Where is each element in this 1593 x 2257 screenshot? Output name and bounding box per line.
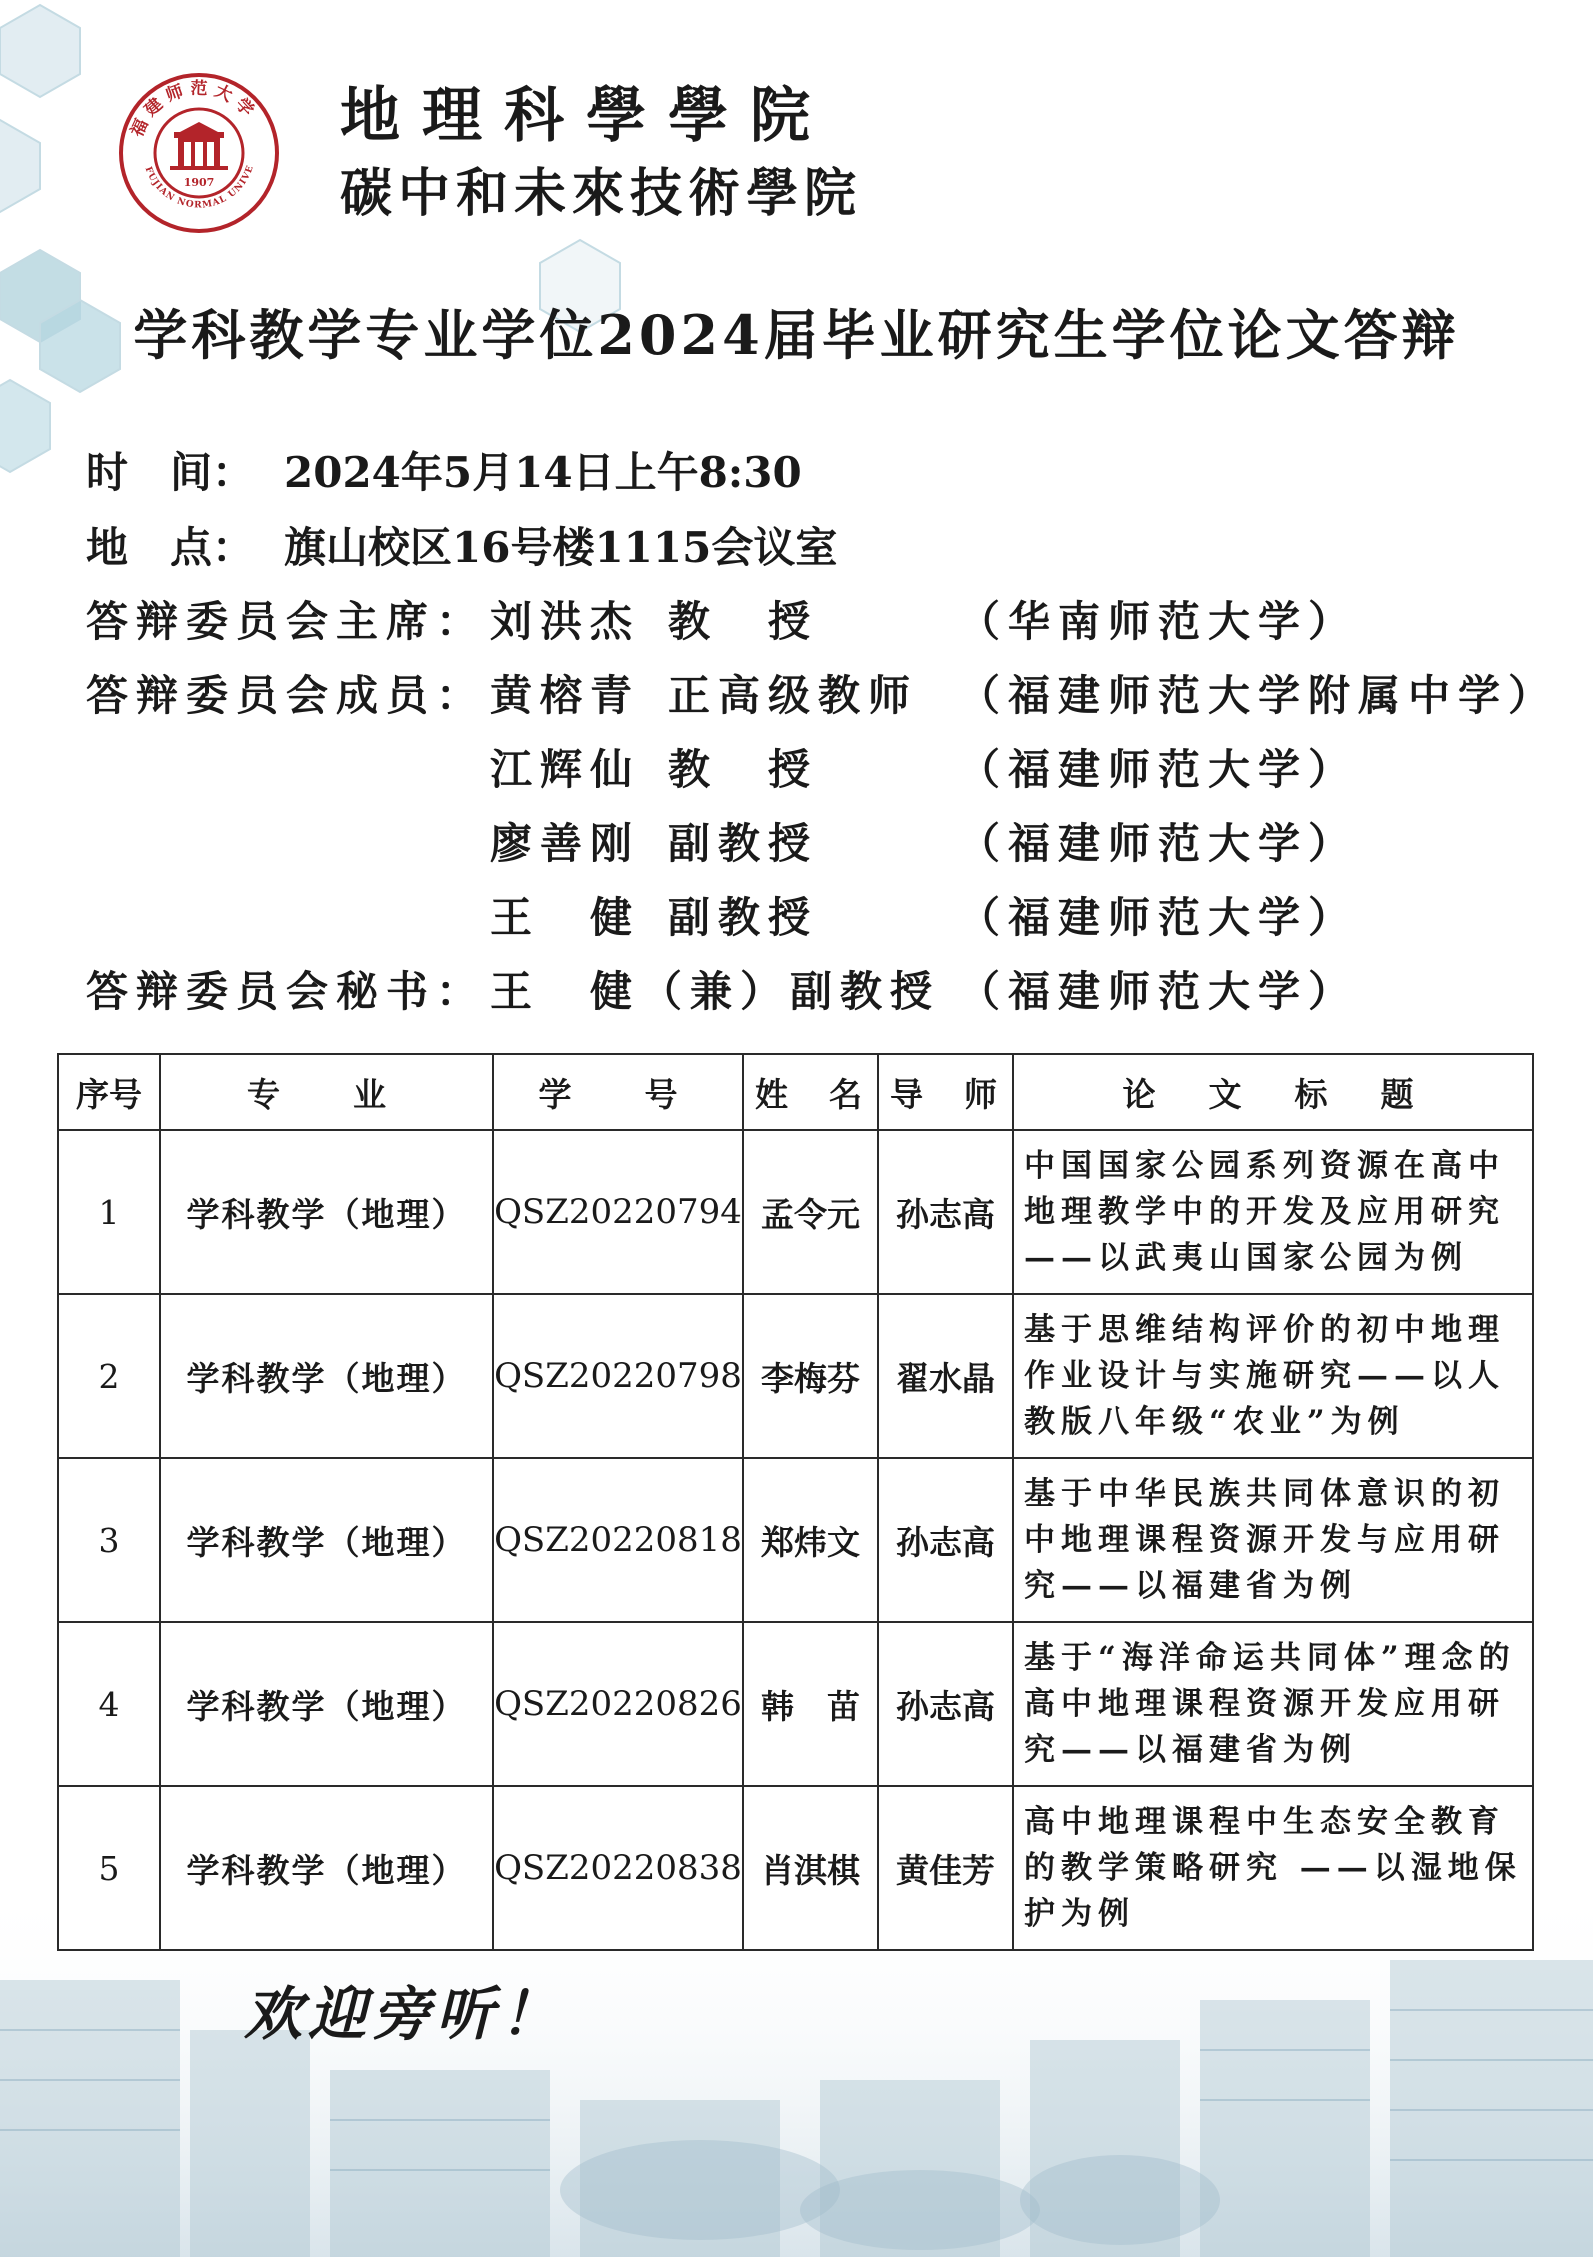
chair-title: 教 授 (668, 597, 819, 646)
secretary-label: 答辩委员会秘书： (86, 967, 487, 1016)
row-advisor: 孙志高 (878, 1458, 1013, 1622)
logo-ring-text-en: FUJIAN NORMAL UNIVE (142, 163, 257, 211)
row-student-id: QSZ20220826 (493, 1622, 743, 1786)
member-affiliation: （福建师范大学） (958, 745, 1359, 794)
row-student-id: QSZ20220818 (493, 1458, 743, 1622)
row-student-id: QSZ20220798 (493, 1294, 743, 1458)
table-row (58, 1294, 1533, 1458)
time-label: 时 间： (86, 448, 255, 497)
welcome-text: 欢迎旁听！ (244, 1980, 565, 2048)
member-name: 廖善刚 (490, 819, 641, 868)
chair-name: 刘洪杰 (490, 597, 641, 646)
member-affiliation: （福建师范大学附属中学） (958, 671, 1559, 720)
row-major: 学科教学（地理） (160, 1786, 493, 1950)
row-student-id: QSZ20220838 (493, 1786, 743, 1950)
row-major: 学科教学（地理） (160, 1130, 493, 1294)
row-thesis-title: 基于思维结构评价的初中地理作业设计与实施研究——以人教版八年级“农业”为例 (1013, 1294, 1533, 1458)
member-name: 王 健 (490, 893, 641, 942)
page-title: 学科教学专业学位2024届毕业研究生学位论文答辩 (133, 303, 1460, 367)
place-value: 旗山校区16号楼1115会议室 (284, 523, 838, 572)
member-title: 副教授 (668, 819, 819, 868)
hexagon-pattern (0, 5, 620, 472)
row-student-name: 郑炜文 (743, 1458, 878, 1622)
place-label: 地 点： (86, 523, 255, 572)
row-index: 4 (58, 1622, 160, 1786)
defense-table (57, 1053, 1534, 1951)
row-index: 5 (58, 1786, 160, 1950)
column-header-advisor: 导 师 (878, 1054, 1013, 1130)
table-row (58, 1130, 1533, 1294)
time-value: 2024年5月14日上午8:30 (284, 448, 802, 497)
members-label: 答辩委员会成员： (86, 671, 487, 720)
row-advisor: 黄佳芳 (878, 1786, 1013, 1950)
row-index: 3 (58, 1458, 160, 1622)
row-thesis-title: 高中地理课程中生态安全教育的教学策略研究 ——以湿地保护为例 (1013, 1786, 1533, 1950)
row-student-id: QSZ20220794 (493, 1130, 743, 1294)
table-header-row (58, 1054, 1533, 1130)
secretary-affiliation: （福建师范大学） (958, 967, 1359, 1016)
table-row (58, 1622, 1533, 1786)
chair-affiliation: （华南师范大学） (958, 597, 1359, 646)
row-major: 学科教学（地理） (160, 1294, 493, 1458)
row-student-name: 李梅芬 (743, 1294, 878, 1458)
member-name: 黄榕青 (490, 671, 641, 720)
row-major: 学科教学（地理） (160, 1622, 493, 1786)
chair-label: 答辩委员会主席： (86, 597, 487, 646)
row-major: 学科教学（地理） (160, 1458, 493, 1622)
row-thesis-title: 基于“海洋命运共同体”理念的高中地理课程资源开发应用研究——以福建省为例 (1013, 1622, 1533, 1786)
row-student-name: 肖淇棋 (743, 1786, 878, 1950)
row-student-name: 韩 苗 (743, 1622, 878, 1786)
secretary-title: 副教授 (790, 967, 941, 1016)
logo-ring-text: 福建师范大学 (127, 78, 262, 141)
member-affiliation: （福建师范大学） (958, 819, 1359, 868)
university-logo (118, 72, 280, 234)
row-advisor: 孙志高 (878, 1622, 1013, 1786)
row-advisor: 孙志高 (878, 1130, 1013, 1294)
row-advisor: 翟水晶 (878, 1294, 1013, 1458)
column-header-name: 姓 名 (743, 1054, 878, 1130)
member-title: 正高级教师 (668, 671, 919, 720)
row-thesis-title: 中国国家公园系列资源在高中地理教学中的开发及应用研究——以武夷山国家公园为例 (1013, 1130, 1533, 1294)
column-header-thesis-title: 论 文 标 题 (1013, 1054, 1533, 1130)
row-index: 2 (58, 1294, 160, 1458)
school-name-secondary: 碳中和未來技術學院 (340, 163, 863, 224)
member-title: 教 授 (668, 745, 819, 794)
table-row (58, 1458, 1533, 1622)
secretary-name: 王 健（兼） (490, 967, 791, 1016)
member-name: 江辉仙 (490, 745, 641, 794)
logo-year: 1907 (183, 176, 215, 189)
member-title: 副教授 (668, 893, 819, 942)
row-index: 1 (58, 1130, 160, 1294)
column-header-index: 序号 (58, 1054, 160, 1130)
school-name-primary: 地理科學學院 (340, 81, 832, 151)
member-affiliation: （福建师范大学） (958, 893, 1359, 942)
row-student-name: 孟令元 (743, 1130, 878, 1294)
column-header-major: 专 业 (160, 1054, 493, 1130)
table-row (58, 1786, 1533, 1950)
row-thesis-title: 基于中华民族共同体意识的初中地理课程资源开发与应用研究——以福建省为例 (1013, 1458, 1533, 1622)
column-header-student-id: 学 号 (493, 1054, 743, 1130)
